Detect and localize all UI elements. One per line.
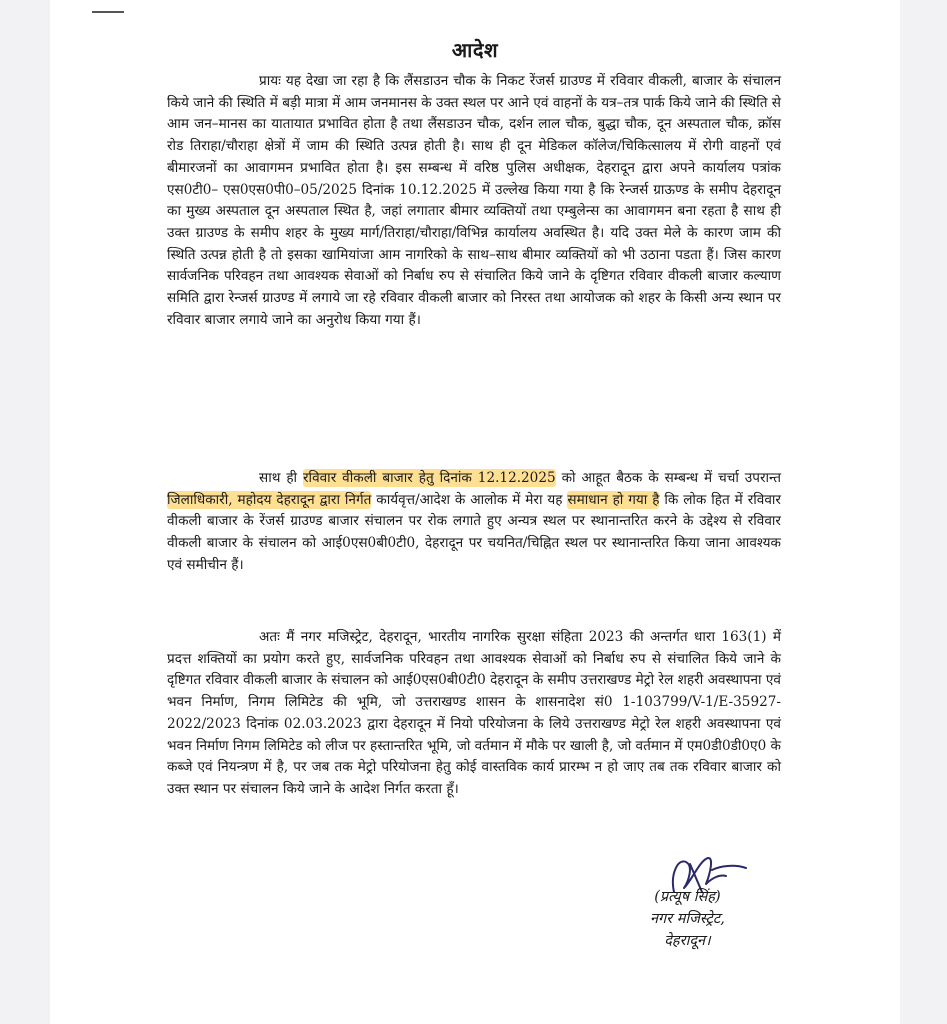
paragraph-3: अतः मैं नगर मजिस्ट्रेट, देहरादून, भारतीय नागरिक सुरक्षा संहिता 2023 की अन्तर्गत धारा 163(1) में प्रदत्त शक्तियों का प्रयोग करते हुए, सार्वजनिक परिवहन तथा आवश्यक सेवाओं को निर्बाध रुप से संचालित किये जाने के दृष्टिगत रविवार वीकली बाजार के संचालन को आई0एस0बी0टी0 देहरादून के समीप उत्तराखण्ड मेट्रो रेल शहरी अवस्थापना एवं भवन निर्माण, निगम लिमिटेड की भूमि, जो उत्तराखण्ड शासन के शासनादेश सं0 1-103799/V-1/E-35927-2022/2023 दिनांक 02.03.2023 द्वारा देहरादून में नियो परियोजना के लिये उत्तराखण्ड मेट्रो रेल शहरी अवस्थापना एवं भवन निर्माण निगम लिमिटेड को लीज पर हस्तान्तरित भूमि, जो वर्तमान में मौके पर खाली है, जो वर्तमान में एम0डी0डी0ए0 के कब्जे एवं नियन्त्रण में है, पर जब तक मेट्रो परियोजना हेतु कोई वास्तविक कार्य प्रारम्भ न हो जाए तब तक रविवार बाजार को उक्त स्थान पर संचालन किये जाने के आदेश निर्गत करता हूँ। (167, 629, 781, 797)
signatory-name: (प्रत्यूष सिंह) (654, 889, 721, 905)
highlighted-text-1: रविवार वीकली बाजार हेतु दिनांक 12.12.2025 (302, 470, 556, 486)
signatory-place: देहरादून। (664, 933, 711, 949)
paragraph-2-text-a: साथ ही (259, 470, 303, 486)
paragraph-2 (167, 468, 781, 577)
paragraph-2-text-c: कार्यवृत्त/आदेश के आलोक में मेरा यह (371, 491, 568, 508)
signatory-designation: नगर मजिस्ट्रेट, (650, 911, 725, 927)
top-rule (92, 11, 124, 13)
highlighted-text-3: समाधान हो गया है (567, 491, 660, 508)
document-page (50, 0, 900, 1024)
document-title: आदेश (451, 38, 499, 62)
highlighted-text-2: जिलाधिकारी, महोदय देहरादून द्वारा निर्गत (167, 491, 372, 508)
paragraph-2-text-b: को आहूत बैठक के सम्बन्ध में चर्चा उपरान्त (555, 470, 781, 486)
paragraph-1: प्रायः यह देखा जा रहा है कि लैंसडाउन चौक के निकट रेंजर्स ग्राउण्ड में रविवार वीकली, बाजार के संचालन किये जाने की स्थिति में बड़ी मात्रा में आम जनमानस के उक्त स्थल पर आने एवं वाहनों के यत्र–तत्र पार्क किये जाने की स्थिति से आम जन–मानस का यातायात प्रभावित होता है तथा लैंसडाउन चौक, दर्शन लाल चौक, बुद्धा चौक, दून अस्पताल चौक, क्रॉस रोड तिराहा/चौराहा क्षेत्रों में जाम की स्थिति उत्पन्न होती है। साथ ही दून मेडिकल कॉलेज/चिकित्सालय में रोगी वाहनों एवं बीमारजनों का आवागमन प्रभावित होता है। इस सम्बन्ध में वरिष्ठ पुलिस अधीक्षक, देहरादून द्वारा अपने कार्यालय पत्रांक एस0टी0– एस0एस0पी0–05/2025 दिनांक 10.12.2025 में उल्लेख किया गया है कि रेन्जर्स ग्राऊण्ड के समीप देहरादून का मुख्य अस्पताल दून अस्पताल स्थित है, जहां लगातार बीमार व्यक्तियों तथा एम्बुलेन्स का आवागमन बना रहता है साथ ही उक्त ग्राउण्ड के समीप शहर के मुख्य मार्ग/तिराहा/चौराहा/विभिन्न कार्यालय अवस्थित है। यदि उक्त मेले के कारण जाम की स्थिति उत्पन्न होती है तो इसका खामियांजा आम नागरिको के साथ–साथ बीमार व्यक्तियों को भी उठाना पडता हैं। जिस कारण सार्वजनिक परिवहन तथा आवश्यक सेवाओं को निर्बाध रुप से संचालित किये जाने के दृष्टिगत रविवार वीकली बाजार कल्याण समिति द्वारा रेन्जर्स ग्राउण्ड में लगाये जा रहे रविवार वीकली बाजार को निरस्त तथा आयोजक को शहर के किसी अन्य स्थान पर रविवार बाजार लगाये जाने का अनुरोध किया गया हैं। (167, 73, 781, 328)
signature-block (650, 886, 725, 952)
paragraph-2-text-d: कि लोक हित में रविवार वीकली बाजार के रेंजर्स ग्राउण्ड बाजार संचालन पर रोक लगाते हुए अन्यत्र स्थल पर स्थानान्तरित करने के उद्देश्य से रविवार वीकली बाजार के संचालन को आई0एस0बी0टी0, देहरादून पर चयनित/चिह्नित स्थल पर स्थानान्तरित किया जाना आवश्यक एवं समीचीन हैं। (167, 491, 781, 573)
